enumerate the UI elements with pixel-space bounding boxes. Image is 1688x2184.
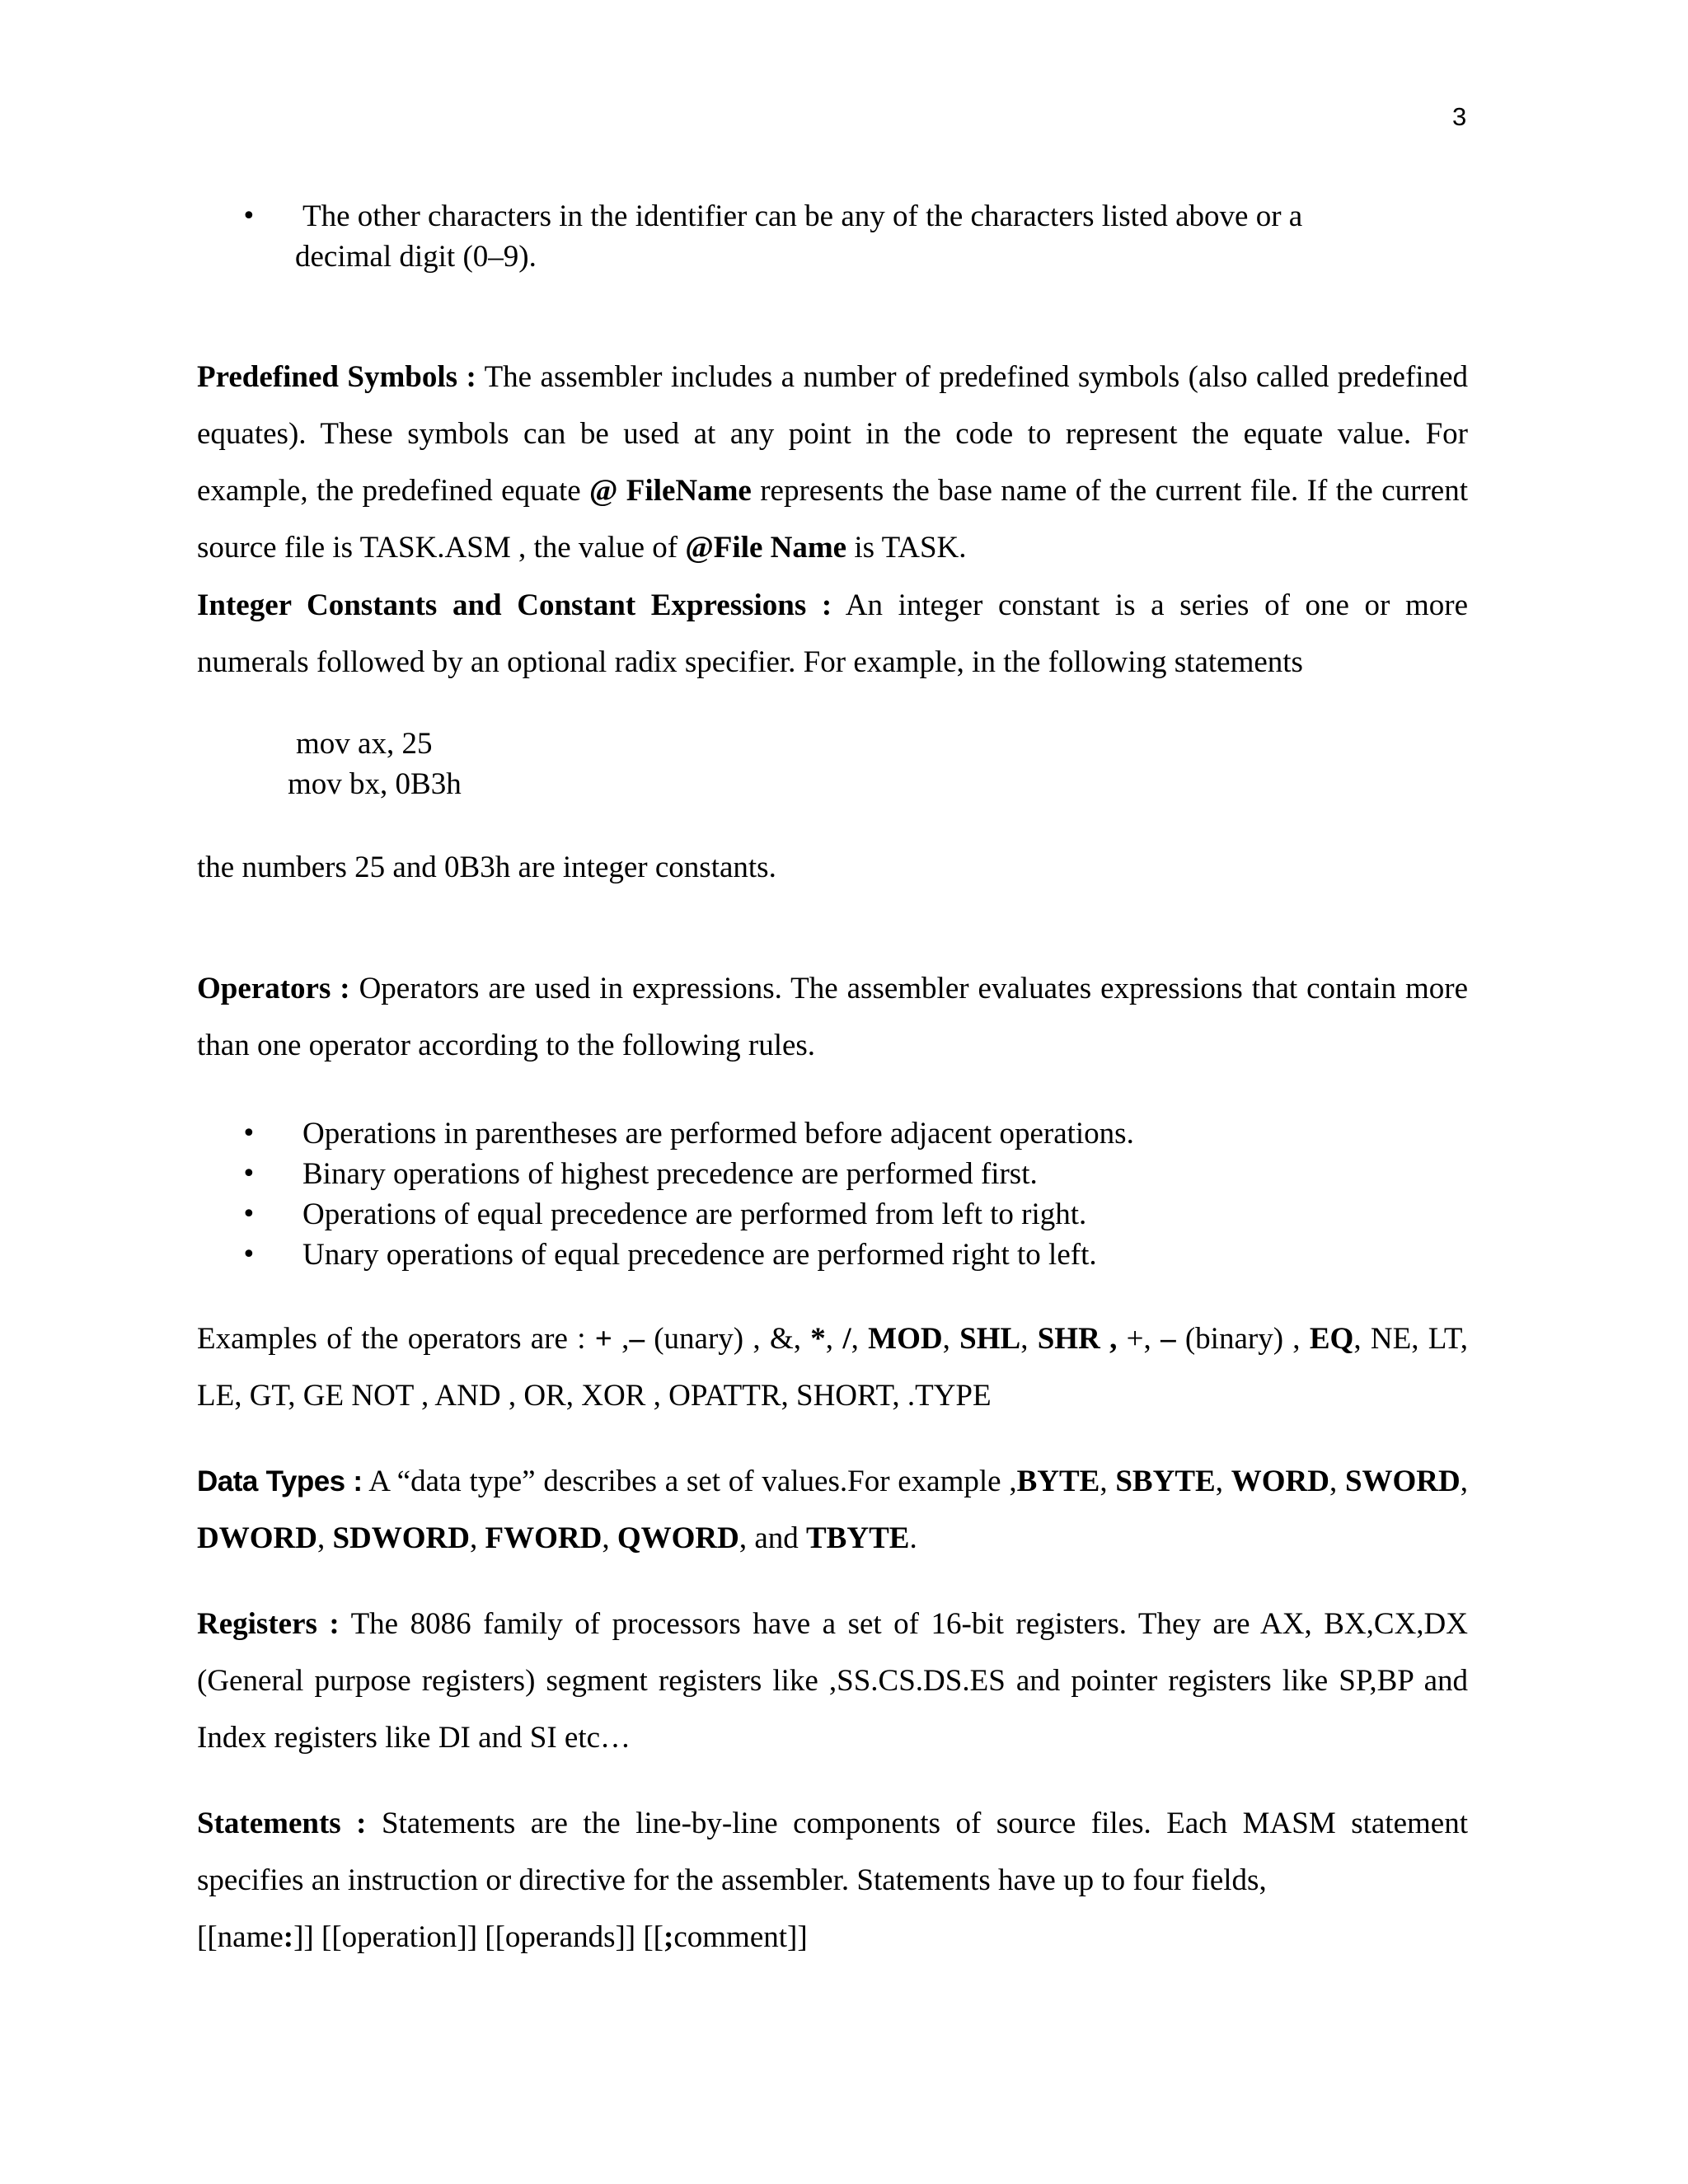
- data-types-paragraph: Data Types : A “data type” describes a set of values.For example ,BYTE, SBYTE, WORD, SWORD, DWORD, SDWORD, FWORD, QWORD, and TBYTE.: [197, 1465, 1468, 1555]
- filename-equate: @ FileName: [589, 474, 752, 508]
- section-heading-registers: Registers :: [197, 1607, 340, 1641]
- operator-rules-list: [197, 1113, 1468, 1275]
- bullet-text-line2: decimal digit (0–9).: [295, 240, 537, 274]
- bullet-icon: •: [241, 1200, 256, 1229]
- intro-bullet-list: [197, 196, 1468, 277]
- bullet-icon: •: [241, 202, 256, 231]
- list-item: • Binary operations of highest precedence are performed first.: [197, 1154, 1468, 1194]
- operators-paragraph: Operators : Operators are used in expressions. The assembler evaluates expressions that contain more than one operator according to the following rules.: [197, 972, 1469, 1062]
- statements-paragraph: Statements : Statements are the line-by-line components of source files. Each MASM statement specifies an instruction or directive for the assembler. Statements have up to four fields, [[name:]] [[operation]] [[operands]] [[;comment]]: [197, 1807, 1468, 1954]
- list-item: • Operations of equal precedence are performed from left to right.: [197, 1194, 1468, 1235]
- filename-equate-alt: @File Name: [685, 531, 847, 565]
- list-item: • Operations in parentheses are performed before adjacent operations.: [197, 1113, 1468, 1154]
- section-heading-data-types: Data Types :: [197, 1465, 363, 1497]
- section-heading-statements: Statements :: [197, 1807, 367, 1840]
- section-heading-predefined-symbols: Predefined Symbols :: [197, 360, 476, 394]
- page-number: 3: [1452, 102, 1467, 131]
- registers-paragraph: Registers : The 8086 family of processors have a set of 16-bit registers. They are AX, BX,CX,DX (General purpose registers) segment registers like ,SS.CS.DS.ES and pointer registers like SP,BP and Index registers like DI and SI etc…: [197, 1607, 1468, 1755]
- section-heading-operators: Operators :: [197, 972, 350, 1005]
- statement-syntax: [[name:]] [[operation]] [[operands]] [[;comment]]: [197, 1920, 808, 1954]
- integer-constants-paragraph: Integer Constants and Constant Expressions : An integer constant is a series of one or more numerals followed by an optional radix specifier. For example, in the following statements: [197, 588, 1469, 679]
- bullet-icon: •: [241, 1160, 256, 1188]
- integer-constants-note: the numbers 25 and 0B3h are integer constants.: [197, 851, 776, 884]
- bullet-icon: •: [241, 1119, 256, 1148]
- operator-examples-paragraph: Examples of the operators are : + ,– (unary) , &, *, /, MOD, SHL, SHR , +, – (binary) , EQ, NE, LT, LE, GT, GE NOT , AND , OR, XOR , OPATTR, SHORT, .TYPE: [197, 1322, 1469, 1413]
- list-item: [197, 196, 1468, 277]
- code-line-1: mov ax, 25: [296, 727, 433, 761]
- section-heading-integer-constants: Integer Constants and Constant Expressions :: [197, 588, 832, 622]
- code-line-2: mov bx, 0B3h: [288, 767, 462, 801]
- predefined-symbols-paragraph: Predefined Symbols : The assembler includes a number of predefined symbols (also called predefined equates). These symbols can be used at any point in the code to represent the equate value. For example, the predefined equate @ FileName represents the base name of the current file. If the current source file is TASK.ASM , the value of @File Name is TASK.: [197, 360, 1468, 565]
- bullet-icon: •: [241, 1240, 256, 1269]
- list-item: • Unary operations of equal precedence are performed right to left.: [197, 1235, 1468, 1275]
- bullet-text-line1: The other characters in the identifier can be any of the characters listed above or a: [302, 199, 1303, 233]
